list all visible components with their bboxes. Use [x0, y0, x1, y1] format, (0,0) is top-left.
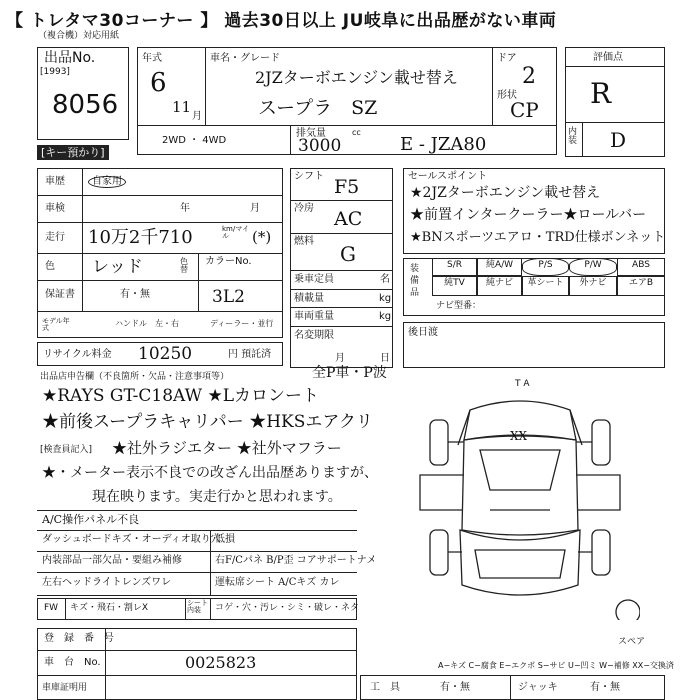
- door-label: ドア: [497, 53, 517, 64]
- model-year-label: モデル年式: [42, 317, 70, 332]
- color-no-value: 3L2: [212, 287, 245, 307]
- sales-item-1: ★2JZターボエンジン載せ替え: [410, 185, 601, 201]
- deadline-day: 日: [380, 353, 390, 364]
- car-damage-diagram: [400, 380, 640, 620]
- color-no-label: カラーNo.: [205, 256, 252, 267]
- doors-value: 2: [522, 64, 536, 89]
- seat-label: シート内装: [187, 599, 208, 614]
- year-month: 11: [172, 98, 192, 116]
- note-left-3: 内装部品一部欠品・要組み補修: [42, 555, 182, 566]
- deadline-label: 名変期限: [294, 330, 334, 341]
- name-label: 車名・グレード: [210, 53, 280, 64]
- name-note: 2JZターボエンジン載せ替え: [255, 68, 458, 87]
- color-label: 色: [45, 261, 55, 272]
- note-left-1: A/C操作パネル不良: [42, 513, 140, 526]
- capacity-label: 乗車定員: [294, 274, 334, 285]
- cert-label: 車庫証明用: [42, 683, 88, 693]
- note-right-1: 低損: [215, 534, 235, 545]
- fw-value: キズ・飛石・割レX: [70, 603, 148, 613]
- diagram-top-label: T A: [515, 379, 530, 389]
- equip-ps: P/S: [522, 258, 569, 276]
- defects-item-1: ★RAYS GT-C18AW ★Lカロンート: [42, 386, 320, 406]
- fw-label: FW: [44, 603, 59, 613]
- sales-item-3: ★BNスポーツエアロ・TRD仕様ボンネット: [410, 230, 666, 245]
- inspection-label: 車検: [45, 203, 65, 214]
- seat-value: コゲ・穴・汚レ・シミ・破レ・ネタ: [215, 603, 360, 613]
- mileage-unit: km/マイル: [222, 225, 250, 240]
- inspector-line-2: ★・メーター表示不良での改ざん出品歴ありますが、: [42, 465, 378, 481]
- inspection-year: 年: [180, 203, 190, 214]
- mileage-mark: (*): [252, 228, 272, 246]
- shift-label: シフト: [294, 171, 324, 182]
- load-label: 積載量: [294, 293, 324, 304]
- history-label: 車歴: [45, 176, 65, 187]
- lot-label: 出品No.: [44, 50, 96, 66]
- note-left-4: 左右ヘッドライトレンズワレ: [42, 577, 172, 588]
- shape-value: CP: [510, 98, 539, 122]
- equipment-label: 装備品: [410, 264, 420, 298]
- lot-year-tag: [1993]: [40, 67, 70, 77]
- dealer-type: ディーラー・並行: [210, 319, 274, 328]
- nav-model-label: ナビ型番：: [436, 301, 482, 311]
- note-left-2: ダッシュボードキズ・オーディオ取り穴: [42, 534, 221, 545]
- inspection-month: 月: [250, 203, 260, 214]
- equip-aw: 純A/W: [477, 258, 522, 276]
- later-label: 後日渡: [408, 327, 438, 338]
- fuel-value: G: [340, 242, 356, 266]
- equip-ext-navi: 外ナビ: [569, 276, 617, 296]
- interior-label: 内装: [568, 127, 578, 146]
- inspector-line-3: 現在映ります。実走行かと思われます。: [92, 489, 342, 505]
- keys-tag: [キー預かり]: [37, 145, 109, 160]
- year-era: 6: [150, 68, 167, 98]
- mileage-label: 走行: [45, 232, 65, 243]
- mileage-value: 10万2千710: [88, 227, 193, 248]
- diagram-mark: XX: [510, 429, 528, 443]
- aircon-label: 冷房: [294, 203, 314, 214]
- defects-top-note: 全P車・P波: [312, 365, 387, 381]
- fuel-label: 燃料: [294, 236, 314, 247]
- handle-type: ハンドル 左・右: [115, 319, 179, 328]
- equip-leather: 革シート: [522, 276, 569, 296]
- defects-label: 出品店申告欄（不良箇所・欠品・注意事項等）: [40, 372, 230, 382]
- registration-label: 登 録 番 号: [44, 633, 114, 644]
- page-banner: 【 トレタマ30コーナー 】 過去30日以上 JU岐阜に出品歴がない車両: [0, 0, 700, 30]
- lot-number: 8056: [52, 90, 119, 120]
- shift-value: F5: [334, 176, 360, 198]
- capacity-unit: 名: [380, 274, 390, 285]
- chassis-number: 0025823: [185, 653, 257, 672]
- equip-abs: ABS: [617, 258, 665, 276]
- cc-unit: cc: [352, 128, 361, 137]
- equip-pw: P/W: [569, 258, 617, 276]
- shape-label: 形状: [497, 90, 517, 101]
- deadline-month: 月: [335, 353, 345, 364]
- year-label: 年式: [142, 53, 162, 64]
- interior-value: D: [610, 128, 627, 152]
- equip-airbag: エアB: [617, 276, 665, 296]
- history-value: 自家用: [88, 176, 126, 188]
- defects-item-2: ★前後スープラキャリパー ★HKSエアクリ: [42, 412, 373, 432]
- sales-label: セールスポイント: [408, 171, 488, 182]
- equip-tv: 純TV: [432, 276, 477, 296]
- jack-label: ジャッキ: [518, 682, 558, 693]
- recycle-label: リサイクル料金: [43, 349, 112, 360]
- recycle-value: 10250: [138, 344, 193, 364]
- tools-value: 有・無: [440, 682, 470, 693]
- color-change: 色替: [180, 257, 188, 274]
- sales-item-2: ★前置インタークーラー★ロールバー: [410, 207, 647, 223]
- weight-label: 車両重量: [294, 311, 334, 322]
- vehicle-name: スープラ SZ: [258, 97, 378, 119]
- score-value: R: [590, 77, 612, 110]
- equip-navi: 純ナビ: [477, 276, 522, 296]
- jack-value: 有・無: [590, 682, 620, 693]
- tools-label: 工 具: [370, 682, 400, 693]
- damage-code-legend: A−キズ C−腐食 E−エクボ S−サビ U−凹ミ W−補修 XX−交換済: [438, 661, 674, 670]
- recycle-unit: 円 預託済: [228, 349, 272, 360]
- drive-type: 2WD ・ 4WD: [162, 135, 227, 146]
- later-handover: [403, 322, 665, 368]
- chassis-label: 車 台 No.: [44, 657, 101, 668]
- month-suffix: 月: [192, 111, 202, 122]
- note-right-3: 運転席シート A/Cキズ カレ: [215, 577, 340, 588]
- displacement-label: 排気量: [296, 128, 326, 139]
- inspector-line-1: ★社外ラジエター ★社外マフラー: [112, 439, 342, 457]
- score-label: 評価点: [593, 52, 623, 63]
- displacement-value: 3000: [298, 136, 342, 156]
- equip-sr: S/R: [432, 258, 477, 276]
- warranty-value: 有・無: [120, 289, 150, 300]
- weight-unit: kg: [379, 311, 392, 322]
- load-unit: kg: [379, 293, 392, 304]
- inspector-label: [検査員記入]: [40, 445, 93, 455]
- warranty-label: 保証書: [45, 289, 75, 300]
- compat-note: （複合機）対応用紙: [38, 31, 120, 41]
- color-value: レッド: [92, 257, 143, 277]
- spare-label: スペア: [618, 637, 646, 647]
- model-code: E - JZA80: [400, 134, 487, 155]
- aircon-value: AC: [334, 208, 363, 230]
- note-right-2: 右F/Cパネ B/P歪 コアサポートナメ: [215, 555, 377, 566]
